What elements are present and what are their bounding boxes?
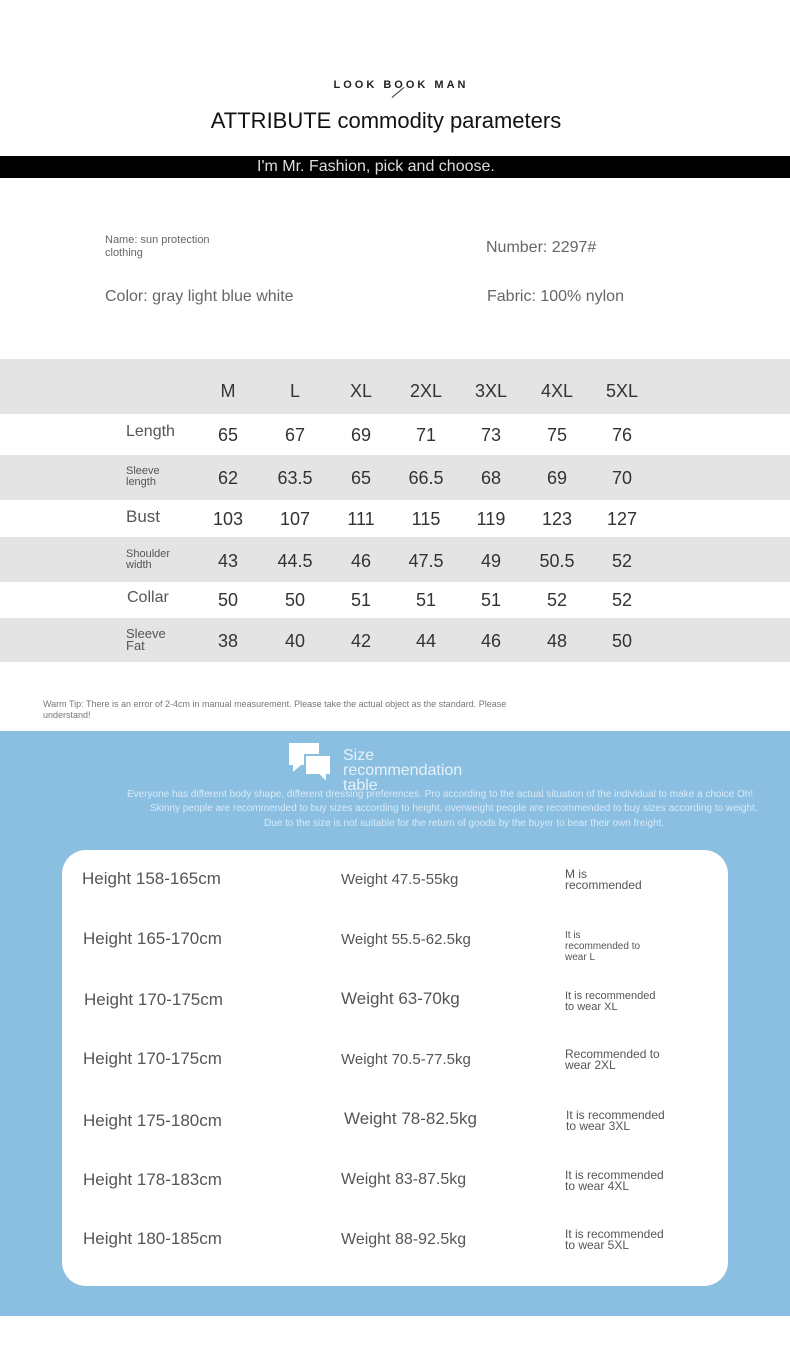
weight-range: Weight 88-92.5kg (341, 1231, 467, 1248)
recommendation-row (62, 929, 728, 969)
row-label: Collar (127, 589, 169, 606)
size-row-collar (0, 582, 790, 618)
size-cell: 38 (217, 631, 239, 651)
size-cell: 71 (415, 425, 437, 445)
size-cell: 65 (350, 468, 372, 488)
description-line: Due to the size is not suitable for the return of goods by the buyer to bear their own freight. (264, 818, 665, 829)
size-table (0, 359, 790, 662)
size-cell: 43 (217, 551, 239, 571)
size-row-sleeve-length (0, 455, 790, 500)
weight-range: Weight 70.5-77.5kg (341, 1051, 471, 1068)
brand-logo: LOOK BOOK MAN (333, 79, 469, 91)
size-cell: 115 (411, 509, 441, 529)
size-cell: 42 (350, 631, 372, 651)
size-cell: 70 (611, 468, 633, 488)
size-header-cell: 4XL (540, 381, 574, 401)
page-title: ATTRIBUTE commodity parameters (210, 108, 562, 133)
height-range: Height 170-175cm (83, 1049, 222, 1068)
size-cell: 51 (480, 590, 502, 610)
size-recommendation: It is recommended to wear XL (565, 990, 656, 1013)
size-cell: 75 (546, 425, 568, 445)
size-header-cell: 5XL (605, 381, 639, 401)
recommendation-row (62, 1049, 728, 1089)
size-recommendation: It is recommended to wear 5XL (565, 1227, 664, 1252)
height-range: Height 165-170cm (83, 929, 222, 948)
size-recommendation: It is recommended to wear 3XL (566, 1108, 665, 1133)
size-cell: 50 (284, 590, 306, 610)
attribute-name: Name: sun protection clothing (105, 234, 210, 259)
size-cell: 66.5 (408, 468, 444, 488)
size-recommendation: It is recommended to wear L (565, 930, 641, 963)
size-recommendation: M is recommended (565, 867, 642, 892)
size-cell: 68 (480, 468, 502, 488)
recommendation-card (62, 850, 728, 1286)
row-label: Bust (126, 507, 161, 526)
size-header-cell: 3XL (474, 381, 508, 401)
size-cell: 127 (606, 509, 638, 529)
row-label: Sleeve Fat (126, 626, 166, 653)
recommendation-title: Size recommendation table (343, 747, 463, 794)
size-cell: 123 (541, 509, 573, 529)
size-cell: 52 (611, 551, 633, 571)
size-cell: 50.5 (539, 551, 575, 571)
weight-range: Weight 55.5-62.5kg (341, 931, 471, 948)
size-recommendation: It is recommended to wear 4XL (565, 1168, 664, 1193)
size-recommendation: Recommended to wear 2XL (565, 1047, 660, 1072)
weight-range: Weight 63-70kg (341, 989, 460, 1008)
size-header-cell: L (289, 381, 300, 401)
size-header-cell: XL (349, 381, 373, 401)
size-cell: 50 (611, 631, 633, 651)
size-cell: 47.5 (408, 551, 444, 571)
recommendation-section (0, 731, 790, 1316)
attribute-fabric: Fabric: 100% nylon (487, 288, 624, 305)
row-label: Sleeve length (126, 465, 160, 488)
height-range: Height 180-185cm (83, 1229, 222, 1248)
size-cell: 119 (476, 509, 506, 529)
size-cell: 62 (217, 468, 239, 488)
size-cell: 50 (217, 590, 239, 610)
size-cell: 48 (546, 631, 568, 651)
row-label: Length (126, 423, 175, 440)
recommendation-row (62, 1110, 728, 1150)
height-range: Height 175-180cm (83, 1111, 222, 1130)
size-cell: 63.5 (277, 468, 313, 488)
size-cell: 52 (611, 590, 633, 610)
height-range: Height 178-183cm (83, 1170, 222, 1189)
description-line: Skinny people are recommended to buy sizes according to height, overweight people are recommended to buy sizes according to weight. (150, 803, 758, 814)
recommendation-row (62, 869, 728, 909)
size-row-length (0, 414, 790, 455)
recommendation-row (62, 1229, 728, 1269)
size-cell: 67 (284, 425, 306, 445)
size-cell: 46 (480, 631, 502, 651)
warm-tip: Warm Tip: There is an error of 2-4cm in manual measurement. Please take the actual object as the standard. Please understand! (43, 699, 507, 720)
size-row-sleeve-fat (0, 618, 790, 662)
size-cell: 52 (546, 590, 568, 610)
recommendation-row (62, 990, 728, 1030)
recommendation-row (62, 1170, 728, 1210)
size-header-row (0, 359, 790, 414)
height-range: Height 158-165cm (82, 869, 221, 888)
size-cell: 73 (480, 425, 502, 445)
size-cell: 51 (415, 590, 437, 610)
size-cell: 44.5 (277, 551, 313, 571)
size-cell: 49 (480, 551, 502, 571)
size-cell: 107 (279, 509, 311, 529)
weight-range: Weight 78-82.5kg (344, 1109, 477, 1128)
size-cell: 40 (284, 631, 306, 651)
size-cell: 46 (350, 551, 372, 571)
attribute-number: Number: 2297# (486, 239, 597, 256)
weight-range: Weight 83-87.5kg (341, 1171, 467, 1188)
size-cell: 76 (611, 425, 633, 445)
size-cell: 111 (347, 509, 375, 529)
description-line: Everyone has different body shape, different dressing preferences. Pro according to the actual situation of the individual to make a choice Oh! (127, 789, 754, 800)
size-cell: 103 (212, 509, 244, 529)
row-label: Shoulder width (126, 548, 171, 571)
size-cell: 44 (415, 631, 437, 651)
size-row-bust (0, 500, 790, 537)
height-range: Height 170-175cm (84, 990, 223, 1009)
slogan-text: I'm Mr. Fashion, pick and choose. (257, 158, 495, 175)
weight-range: Weight 47.5-55kg (341, 871, 459, 888)
size-cell: 65 (217, 425, 239, 445)
size-cell: 51 (350, 590, 372, 610)
chat-bubbles-icon (287, 741, 333, 785)
size-header-cell: 2XL (409, 381, 443, 401)
size-row-shoulder-width (0, 537, 790, 582)
size-header-cell: M (220, 381, 236, 401)
attribute-color: Color: gray light blue white (105, 288, 294, 305)
size-cell: 69 (350, 425, 372, 445)
size-cell: 69 (546, 468, 568, 488)
slogan-band (0, 156, 790, 178)
